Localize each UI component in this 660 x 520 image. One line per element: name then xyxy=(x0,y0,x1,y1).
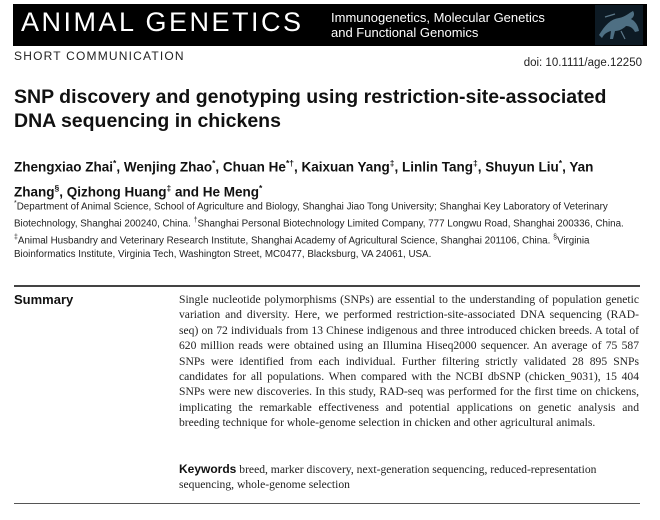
affiliations xyxy=(14,197,646,261)
affiliation-text: Animal Husbandry and Veterinary Research Institute, Shanghai Academy of Agricultural Science, Shanghai 201106, China. xyxy=(17,234,554,246)
author-name: Kaixuan Yang xyxy=(301,159,390,175)
summary-heading: Summary xyxy=(14,292,74,307)
summary-text: Single nucleotide polymorphisms (SNPs) are essential to the understanding of population genetic variation and diversity. Here, we performed restriction-site-associated DNA sequencing (RAD-seq) on 72 individuals from 13 Chinese indigenous and three introduced chicken breeds. A total of 620 million reads were obtained using an Illumina Hiseq2000 sequencer. An average of 75 587 SNPs were identified from each individual. Further filtering strictly validated 28 895 SNPs candidates for all populations. When compared with the NCBI dbSNP (chicken_9031), 15 404 SNPs were new discoveries. In this study, RAD-seq was performed for the first time on chickens, implicating the remarkable effectiveness and potential applications on genetic analysis and breeding technique for whole-genome selection in chicken and other agricultural animals. xyxy=(179,293,639,430)
author-separator: , xyxy=(215,159,223,175)
affiliation-text: Virginia Bioinformatics Institute, Virginia Tech, Washington Street, MC0477, Blacksburg, VA 24061, USA. xyxy=(14,234,590,260)
journal-masthead xyxy=(13,4,647,46)
author-affiliation-mark: ‡ xyxy=(389,158,395,168)
author-affiliation-mark: *† xyxy=(285,158,294,168)
doi[interactable]: doi: 10.1111/age.12250 xyxy=(523,57,642,69)
author-name: Linlin Tang xyxy=(402,159,474,175)
author-affiliation-mark: ‡ xyxy=(473,158,478,168)
author-separator: , xyxy=(562,159,570,175)
article-type: SHORT COMMUNICATION xyxy=(14,49,185,63)
author-separator: , xyxy=(293,159,302,175)
author-affiliation-mark: § xyxy=(54,182,60,193)
author-name: Shuyun Liu xyxy=(485,159,559,175)
author-name: Wenjing Zhao xyxy=(123,159,213,175)
author-name: He Meng xyxy=(202,184,259,199)
summary-top-divider xyxy=(14,285,640,287)
affiliation-mark: § xyxy=(553,233,557,241)
author-name: Zhengxiao Zhai xyxy=(14,159,114,175)
affiliation-text: Department of Animal Science, School of Agriculture and Biology, Shanghai Jiao Tong University; Shanghai Key Laboratory of Veterinary Biotechnology, Shanghai 200240, China. xyxy=(14,201,608,230)
author-separator: , xyxy=(394,159,403,175)
author-affiliation-mark: * xyxy=(259,182,263,193)
affiliation-text: Shanghai Personal Biotechnology Limited Company, 777 Longwu Road, Shanghai 200336, China. xyxy=(197,218,624,230)
author-name: Yan Zhang xyxy=(14,159,594,199)
author-separator: , xyxy=(59,184,67,199)
author-separator: , xyxy=(477,159,486,175)
horse-logo-icon xyxy=(595,5,643,45)
author-affiliation-mark: * xyxy=(558,158,563,168)
author-name: Chuan He xyxy=(222,159,286,175)
keywords xyxy=(179,462,639,493)
author-affiliation-mark: * xyxy=(212,158,216,168)
keywords-text: breed, marker discovery, next-generation sequencing, reduced-representation sequencing, whole-genome selection xyxy=(179,463,597,492)
affiliation-mark: † xyxy=(193,216,198,224)
journal-subtitle-line2: and Functional Genomics xyxy=(331,25,479,40)
journal-subtitle xyxy=(331,10,611,40)
affiliation-mark: ‡ xyxy=(14,233,18,241)
journal-subtitle-line1: Immunogenetics, Molecular Genetics xyxy=(331,10,545,25)
author-affiliation-mark: ‡ xyxy=(166,182,172,193)
bottom-divider xyxy=(14,503,640,504)
keywords-label: Keywords xyxy=(179,462,237,476)
affiliation-mark: * xyxy=(14,200,17,207)
journal-name: ANIMAL GENETICS xyxy=(21,7,304,37)
article-title: SNP discovery and genotyping using restriction-site-associated DNA sequencing in chickens xyxy=(14,86,607,132)
author-name: Qizhong Huang xyxy=(66,184,167,199)
author-affiliation-mark: * xyxy=(113,158,117,168)
author-separator: , xyxy=(116,159,124,175)
author-list xyxy=(14,153,634,202)
author-separator: and xyxy=(171,184,203,199)
